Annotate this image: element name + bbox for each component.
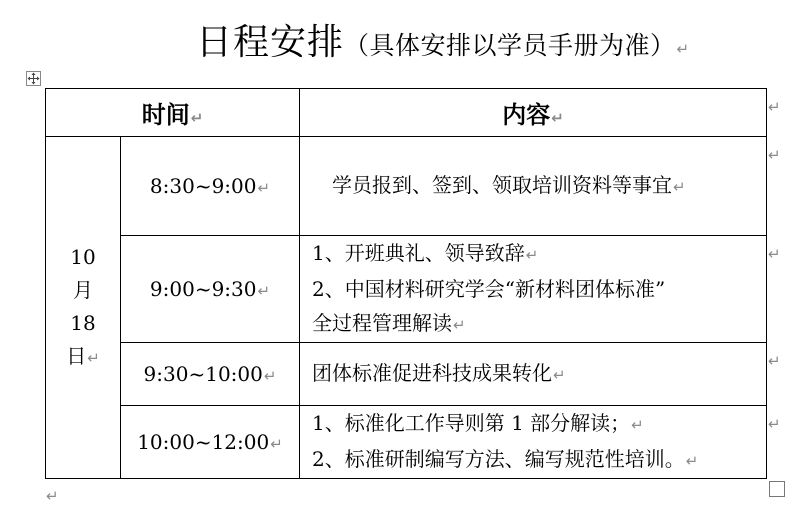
schedule-table [45, 88, 767, 479]
paragraph-mark-icon: ↵ [190, 109, 204, 127]
move-arrows-icon [27, 72, 40, 85]
paragraph-mark-icon: ↵ [270, 435, 283, 453]
paragraph-mark-icon: ↵ [673, 178, 686, 196]
table-move-icon[interactable] [26, 71, 41, 86]
paragraph-mark-icon: ↵ [525, 246, 539, 264]
paragraph-mark-icon: ↵ [685, 452, 699, 470]
content-cell[interactable]: 团体标准促进科技成果转化↵ [300, 343, 767, 406]
date-cell[interactable]: 10 月 18 日↵ [46, 137, 121, 479]
table-resize-handle[interactable] [769, 481, 785, 497]
paragraph-mark-icon: ↵ [46, 487, 59, 505]
paragraph-mark-icon: ↵ [553, 366, 566, 384]
paragraph-mark-icon: ↵ [631, 416, 644, 434]
paragraph-mark-icon: ↵ [263, 367, 277, 385]
title-main: 日程安排 [196, 22, 345, 63]
content-cell[interactable]: 1、标准化工作导则第 1 部分解读；↵ 2、标准研制编写方法、编写规范性培训。↵ [300, 406, 767, 479]
paragraph-mark-icon: ↵ [257, 179, 271, 197]
time-cell[interactable]: 9:30~10:00↵ [121, 343, 300, 406]
content-cell[interactable]: 1、开班典礼、领导致辞↵ 2、中国材料研究学会“新材料团体标准” 全过程管理解读↵ [300, 236, 767, 343]
content-cell[interactable]: 学员报到、签到、领取培训资料等事宜↵ [300, 137, 767, 236]
row-end-mark-icon: ↵ [768, 352, 781, 370]
time-cell[interactable]: 10:00~12:00↵ [121, 406, 300, 479]
time-cell[interactable]: 8:30~9:00↵ [121, 137, 300, 236]
table-row [46, 137, 767, 236]
table-row [46, 406, 767, 479]
row-end-mark-icon: ↵ [768, 415, 781, 433]
paragraph-mark-icon: ↵ [551, 109, 564, 127]
page-title [196, 14, 689, 65]
title-sub: （具体安排以学员手册为准） [344, 31, 676, 60]
row-end-mark-icon: ↵ [768, 245, 781, 263]
paragraph-mark-icon: ↵ [453, 316, 466, 334]
table-row [46, 343, 767, 406]
table-row [46, 236, 767, 343]
time-cell[interactable]: 9:00~9:30↵ [121, 236, 300, 343]
header-time[interactable]: 时间↵ [46, 89, 300, 137]
paragraph-mark-icon: ↵ [87, 348, 100, 367]
row-end-mark-icon: ↵ [768, 98, 781, 116]
header-content[interactable]: 内容↵ [300, 89, 767, 137]
paragraph-mark-icon: ↵ [676, 40, 690, 58]
row-end-mark-icon: ↵ [768, 146, 781, 164]
paragraph-mark-icon: ↵ [257, 282, 271, 300]
table-header-row [46, 89, 767, 137]
